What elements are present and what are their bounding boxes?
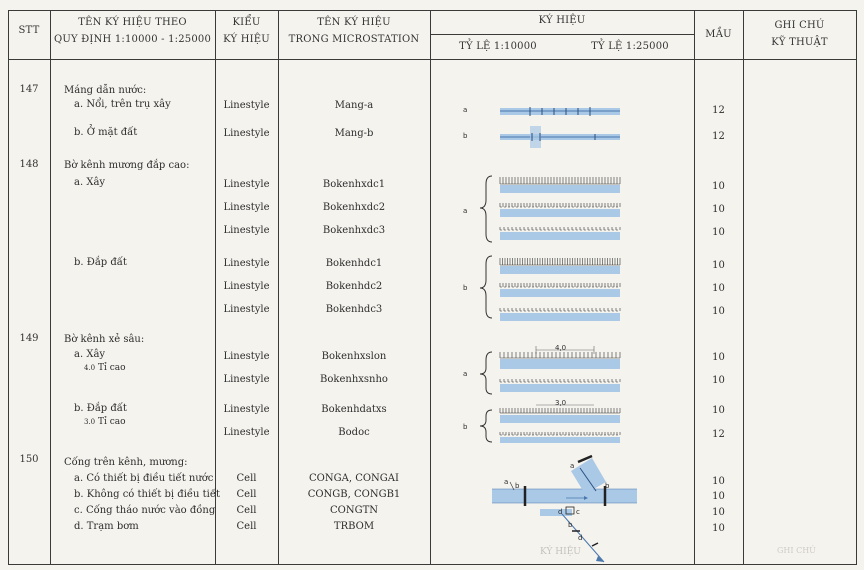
item-color: 10 bbox=[712, 476, 725, 487]
item-type: Linestyle bbox=[223, 304, 270, 315]
item-ms-name: CONGB, CONGB1 bbox=[307, 489, 401, 500]
item-ms-name: Bokenhxsnho bbox=[320, 374, 388, 385]
figure-letter: a bbox=[504, 478, 509, 486]
item-sub: 3.0 Tỉ cao bbox=[84, 417, 126, 427]
header-color: MẦU bbox=[705, 29, 732, 40]
symbol-letter: b bbox=[463, 423, 468, 431]
header-scale-25000: TỶ LỆ 1:25000 bbox=[591, 41, 669, 52]
border-right bbox=[856, 10, 857, 565]
border-bottom bbox=[8, 564, 857, 565]
figure-letter: d bbox=[558, 508, 563, 516]
item-label: a. Xây bbox=[74, 177, 106, 188]
item-type: Linestyle bbox=[223, 128, 270, 139]
divider-stt bbox=[50, 10, 51, 565]
header-name: TÊN KÝ HIỆU THEO QUY ĐỊNH 1:10000 - 1:25000 bbox=[53, 17, 212, 45]
header-ms-name: TÊN KÝ HIỆU TRONG MICROSTATION bbox=[288, 17, 420, 45]
item-ms-name: Bokenhxdc1 bbox=[322, 179, 386, 190]
item-type: Linestyle bbox=[223, 281, 270, 292]
figure-letter: a bbox=[570, 462, 575, 470]
item-color: 12 bbox=[712, 131, 725, 142]
item-label: b. Không có thiết bị điều tiết bbox=[74, 489, 221, 500]
item-color: 10 bbox=[712, 523, 725, 534]
symbol-letter: a bbox=[463, 370, 468, 378]
item-type: Linestyle bbox=[223, 427, 270, 438]
dimension-label: 4,0 bbox=[555, 344, 567, 352]
item-type: Cell bbox=[236, 521, 257, 532]
item-color: 10 bbox=[712, 181, 725, 192]
symbol-bokenhxdc bbox=[500, 185, 620, 240]
header-scale-10000: TỶ LỆ 1:10000 bbox=[459, 41, 537, 52]
figure-letter: c bbox=[576, 508, 580, 516]
item-color: 12 bbox=[712, 429, 725, 440]
item-label: a. Nổi, trên trụ xây bbox=[74, 99, 171, 110]
header-stt: STT bbox=[18, 25, 40, 36]
symbol-drawings bbox=[432, 60, 694, 563]
item-ms-name: Bokenhxdc2 bbox=[322, 202, 386, 213]
watermark-note: GHI CHÚ bbox=[777, 546, 816, 555]
item-label: d. Trạm bơm bbox=[74, 521, 139, 532]
item-color: 10 bbox=[712, 352, 725, 363]
item-label: a. Có thiết bị điều tiết nước bbox=[74, 473, 214, 484]
item-color: 10 bbox=[712, 405, 725, 416]
item-color: 10 bbox=[712, 260, 725, 271]
header-symbol: KÝ HIỆU bbox=[538, 15, 586, 26]
row-title: Máng dẫn nước: bbox=[64, 85, 147, 96]
figure-letter: b bbox=[515, 482, 520, 490]
item-ms-name: Bokenhdatxs bbox=[321, 404, 387, 415]
dimension-label: 3,0 bbox=[555, 399, 567, 407]
symbol-bokenhdc bbox=[500, 266, 620, 321]
item-color: 10 bbox=[712, 507, 725, 518]
row-title: Cống trên kênh, mương: bbox=[64, 457, 188, 468]
item-label: b. Đắp đất bbox=[74, 257, 127, 268]
item-label: c. Cống tháo nước vào đồng bbox=[74, 505, 216, 516]
item-type: Linestyle bbox=[223, 374, 270, 385]
row-title: Bờ kênh mương đắp cao: bbox=[64, 160, 190, 171]
item-color: 10 bbox=[712, 306, 725, 317]
stt-148: 148 bbox=[19, 159, 39, 170]
item-ms-name: Bokenhdc3 bbox=[325, 304, 383, 315]
item-label: b. Đắp đất bbox=[74, 403, 127, 414]
item-type: Cell bbox=[236, 473, 257, 484]
item-ms-name: CONGA, CONGAI bbox=[309, 473, 399, 484]
divider-color bbox=[743, 10, 744, 565]
figure-letter: b bbox=[568, 521, 573, 529]
item-type: Linestyle bbox=[223, 351, 270, 362]
item-color: 10 bbox=[712, 204, 725, 215]
item-ms-name: Bodoc bbox=[338, 427, 370, 438]
item-color: 10 bbox=[712, 227, 725, 238]
item-type: Linestyle bbox=[223, 202, 270, 213]
symbol-letter: a bbox=[463, 106, 468, 114]
stt-149: 149 bbox=[19, 333, 39, 344]
item-color: 10 bbox=[712, 491, 725, 502]
item-ms-name: Mang-b bbox=[334, 128, 374, 139]
item-label: b. Ở mặt đất bbox=[74, 127, 138, 138]
symbol-mang-b bbox=[500, 126, 620, 148]
symbol-mang-a bbox=[500, 107, 620, 116]
header-type: KIỂU KÝ HIỆU bbox=[223, 17, 270, 45]
figure-letter: d bbox=[578, 534, 583, 542]
item-ms-name: Bokenhdc1 bbox=[325, 258, 383, 269]
item-ms-name: Bokenhxdc3 bbox=[322, 225, 386, 236]
item-ms-name: Mang-a bbox=[334, 100, 374, 111]
stt-150: 150 bbox=[19, 454, 39, 465]
symbol-subheader-line bbox=[430, 34, 694, 35]
row-title: Bờ kênh xẻ sâu: bbox=[64, 334, 145, 345]
item-type: Linestyle bbox=[223, 179, 270, 190]
item-type: Cell bbox=[236, 505, 257, 516]
item-ms-name: Bokenhxslon bbox=[321, 351, 387, 362]
divider-ms bbox=[430, 10, 431, 565]
item-type: Linestyle bbox=[223, 100, 270, 111]
item-ms-name: CONGTN bbox=[329, 505, 378, 516]
item-label: a. Xây bbox=[74, 349, 106, 360]
stt-147: 147 bbox=[19, 84, 39, 95]
item-color: 10 bbox=[712, 375, 725, 386]
item-type: Linestyle bbox=[223, 258, 270, 269]
symbol-letter: a bbox=[463, 207, 468, 215]
symbol-letter: b bbox=[463, 284, 468, 292]
item-type: Cell bbox=[236, 489, 257, 500]
item-color: 10 bbox=[712, 283, 725, 294]
item-ms-name: Bokenhdc2 bbox=[325, 281, 383, 292]
item-color: 12 bbox=[712, 105, 725, 116]
header-note: GHI CHÚ KỸ THUẬT bbox=[771, 20, 828, 48]
item-ms-name: TRBOM bbox=[333, 521, 375, 532]
item-sub: 4.0 Tỉ cao bbox=[84, 363, 126, 373]
watermark-symbol: KÝ HIỆU bbox=[540, 547, 581, 557]
item-type: Linestyle bbox=[223, 225, 270, 236]
figure-letter: b bbox=[605, 482, 610, 490]
symbol-letter: b bbox=[463, 132, 468, 140]
item-type: Linestyle bbox=[223, 404, 270, 415]
border-top bbox=[8, 10, 857, 11]
